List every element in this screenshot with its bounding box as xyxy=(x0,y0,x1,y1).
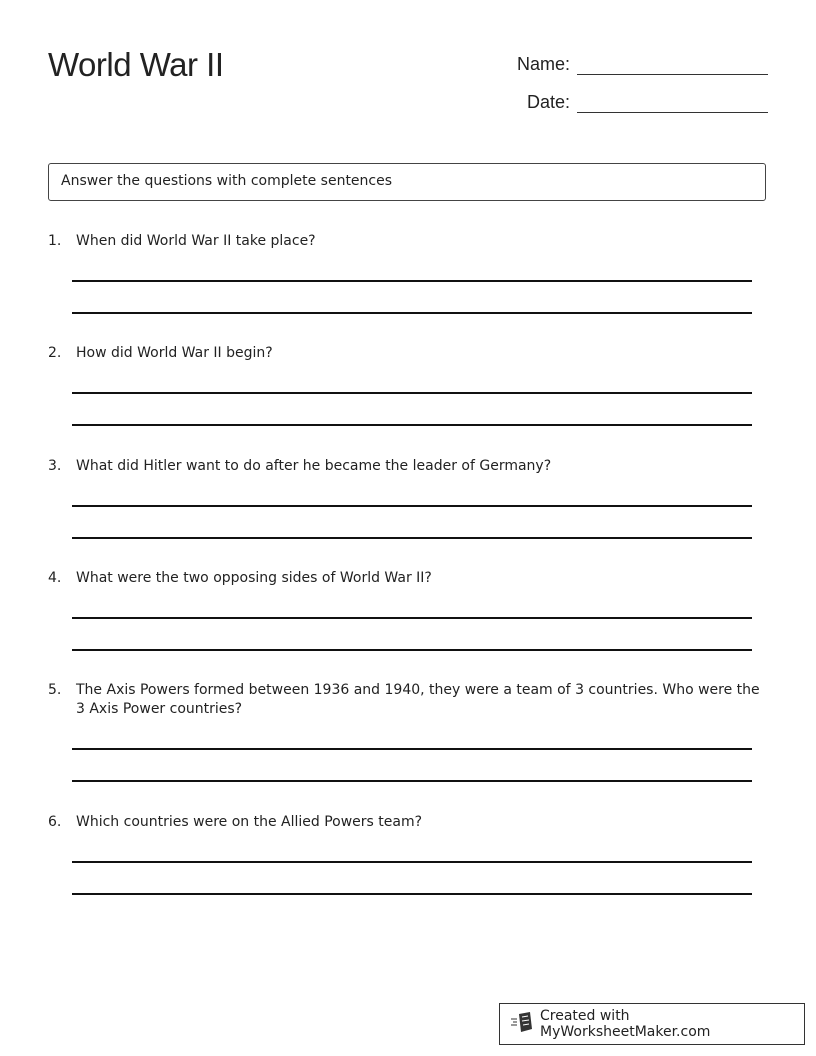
question-2 xyxy=(48,344,768,363)
answer-line[interactable] xyxy=(72,505,752,507)
question-text: How did World War II begin? xyxy=(76,345,273,361)
answer-line[interactable] xyxy=(72,780,752,782)
name-label: Name: xyxy=(516,54,570,74)
question-number: 2. xyxy=(48,345,62,361)
answer-line[interactable] xyxy=(72,748,752,750)
question-number: 5. xyxy=(48,682,62,698)
answer-line[interactable] xyxy=(72,649,752,651)
instructions-box: Answer the questions with complete sentences xyxy=(48,163,766,201)
question-number: 3. xyxy=(48,458,62,474)
question-number: 1. xyxy=(48,233,62,249)
worksheet-logo-icon xyxy=(510,1011,540,1037)
question-text: When did World War II take place? xyxy=(76,233,316,249)
question-text: Which countries were on the Allied Powers team? xyxy=(76,814,423,830)
answer-line[interactable] xyxy=(72,617,752,619)
answer-line[interactable] xyxy=(72,424,752,426)
question-4 xyxy=(48,569,768,588)
question-text: What were the two opposing sides of World War II? xyxy=(76,570,432,586)
name-input-line[interactable] xyxy=(577,52,768,75)
footer-text: Created with MyWorksheetMaker.com xyxy=(540,1008,711,1040)
answer-line[interactable] xyxy=(72,312,752,314)
date-label: Date: xyxy=(526,92,570,112)
question-1 xyxy=(48,232,768,251)
question-5 xyxy=(48,681,768,719)
question-text: The Axis Powers formed between 1936 and 1940, they were a team of 3 countries. Who were the 3 Axis Power countries? xyxy=(76,682,760,717)
date-field[interactable] xyxy=(500,90,768,113)
answer-line[interactable] xyxy=(72,861,752,863)
question-3 xyxy=(48,457,768,476)
question-text: What did Hitler want to do after he became the leader of Germany? xyxy=(76,458,552,474)
question-number: 4. xyxy=(48,570,62,586)
name-field[interactable] xyxy=(500,52,768,75)
answer-line[interactable] xyxy=(72,893,752,895)
question-number: 6. xyxy=(48,814,62,830)
footer-credit[interactable] xyxy=(499,1003,805,1045)
worksheet-title: World War II xyxy=(48,46,224,83)
date-input-line[interactable] xyxy=(577,90,768,113)
answer-line[interactable] xyxy=(72,537,752,539)
answer-line[interactable] xyxy=(72,392,752,394)
question-6 xyxy=(48,813,768,832)
answer-line[interactable] xyxy=(72,280,752,282)
